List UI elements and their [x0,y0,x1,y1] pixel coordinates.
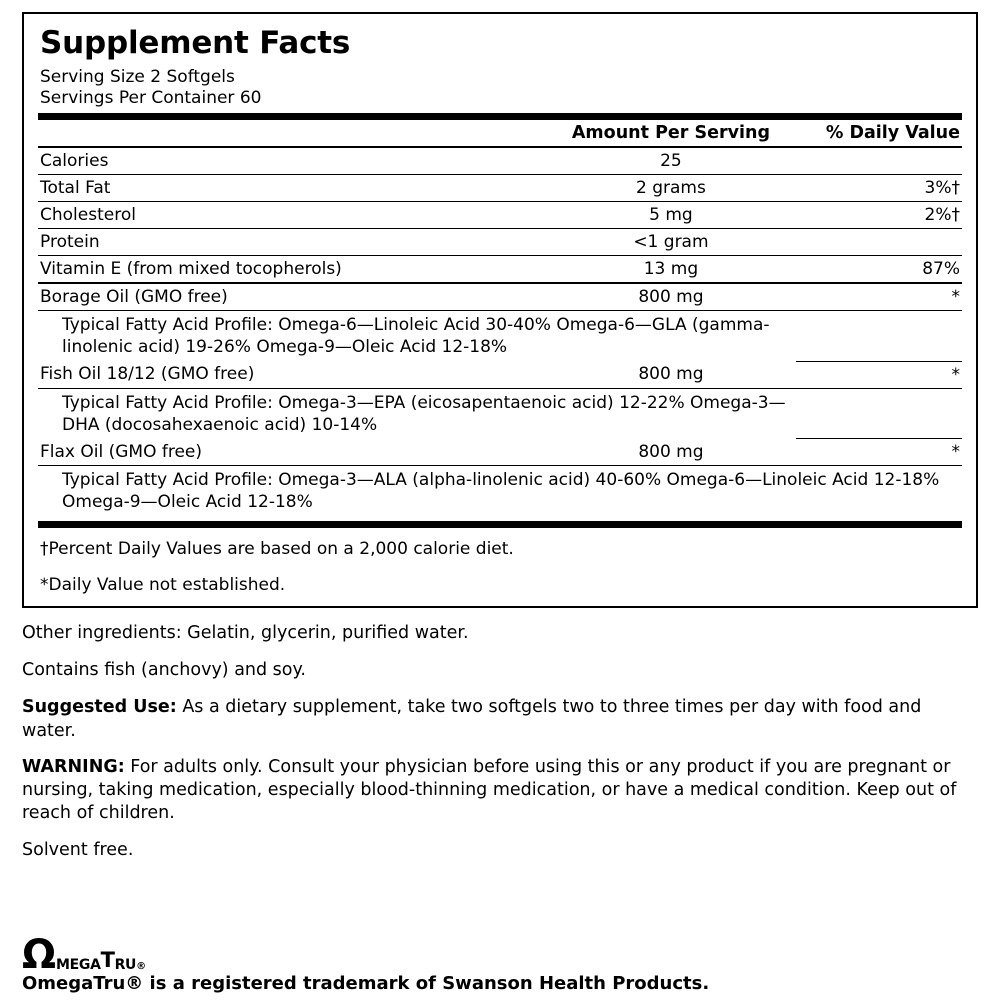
warning-text: For adults only. Consult your physician before using this or any product if you are pregnant or nursing, taking medication, especially blood-thinning medication, or have a medical condition. Keep out of reach of children. [22,756,957,824]
logo-t-text: T [100,948,115,973]
nutrient-amount: 800 mg [546,439,795,466]
table-row [38,255,962,283]
header-amount-per-serving: Amount Per Serving [546,120,795,147]
table-subrow [38,388,962,439]
subrow-spacer [796,388,962,439]
heavy-divider-bottom [38,521,962,528]
table-row [38,283,962,311]
nutrient-name: Flax Oil (GMO free) [38,439,546,466]
table-subrow [38,310,962,361]
nutrient-name: Total Fat [38,174,546,201]
other-ingredients: Other ingredients: Gelatin, glycerin, purified water. [22,622,469,643]
nutrient-dv: * [796,361,962,388]
heavy-divider [38,113,962,120]
trademark-statement: OmegaTru® is a registered trademark of Swanson Health Products. [22,973,710,995]
nutrient-dv: 87% [796,255,962,283]
nutrient-name: Borage Oil (GMO free) [38,283,546,311]
table-row [38,439,962,466]
nutrient-amount: 800 mg [546,283,795,311]
nutrient-dv [796,147,962,175]
table-row [38,201,962,228]
nutrient-amount: 2 grams [546,174,795,201]
table-row [38,228,962,255]
warning-label: WARNING: [22,756,125,777]
suggested-use-label: Suggested Use: [22,697,177,718]
table-subrow [38,466,962,517]
serving-size: Serving Size 2 Softgels [40,67,235,88]
nutrient-amount: 800 mg [546,361,795,388]
supplement-facts-panel [22,12,978,608]
contains-allergens: Contains fish (anchovy) and soy. [22,659,306,680]
footnote-dv-not-established: *Daily Value not established. [40,574,286,595]
registered-trademark-icon: ® [136,961,147,973]
logo-mega-text: MEGA [56,957,101,974]
page-title: Supplement Facts [40,25,351,61]
suggested-use-text: As a dietary supplement, take two softgels two to three times per day with food and water. [22,697,922,741]
nutrient-name: Cholesterol [38,201,546,228]
nutrient-dv: * [796,439,962,466]
fatty-acid-profile-flax: Typical Fatty Acid Profile: Omega-3—ALA (alpha-linolenic acid) 40-60% Omega-6—Linoleic Acid 12-18% Omega-9—Oleic Acid 12-18% [62,470,940,513]
footnote-daily-values: †Percent Daily Values are based on a 2,000 calorie diet. [40,538,514,559]
omega-icon: Ω [22,932,57,979]
solvent-free: Solvent free. [22,839,134,860]
header-blank [38,120,546,147]
nutrient-dv: * [796,283,962,311]
fatty-acid-profile-borage: Typical Fatty Acid Profile: Omega-6—Linoleic Acid 30-40% Omega-6—GLA (gamma-linolenic acid) 19-26% Omega-9—Oleic Acid 12-18% [62,314,770,358]
nutrient-name: Calories [38,147,546,175]
nutrient-amount: 25 [546,147,795,175]
warning [22,756,978,826]
table-header-row [38,120,962,147]
header-daily-value: % Daily Value [796,120,962,147]
nutrient-name: Vitamin E (from mixed tocopherols) [38,255,546,283]
additional-information [22,622,978,862]
logo-ru-text: RU [114,957,137,974]
table-row [38,174,962,201]
subrow-spacer [796,310,962,361]
fatty-acid-profile-fish: Typical Fatty Acid Profile: Omega-3—EPA (eicosapentaenoic acid) 12-22% Omega-3—DHA (docosahexaenoic acid) 10-14% [62,392,786,435]
omegatru-logo [22,932,978,979]
table-row [38,147,962,175]
nutrition-table [38,120,962,517]
nutrient-name: Protein [38,228,546,255]
table-row [38,361,962,388]
nutrient-name: Fish Oil 18/12 (GMO free) [38,361,546,388]
nutrient-dv [796,228,962,255]
suggested-use [22,696,978,743]
brand-footer [22,932,978,995]
nutrient-dv: 2%† [796,201,962,228]
nutrient-dv: 3%† [796,174,962,201]
nutrient-amount: <1 gram [546,228,795,255]
nutrient-amount: 5 mg [546,201,795,228]
nutrient-amount: 13 mg [546,255,795,283]
servings-per-container: Servings Per Container 60 [40,87,262,108]
